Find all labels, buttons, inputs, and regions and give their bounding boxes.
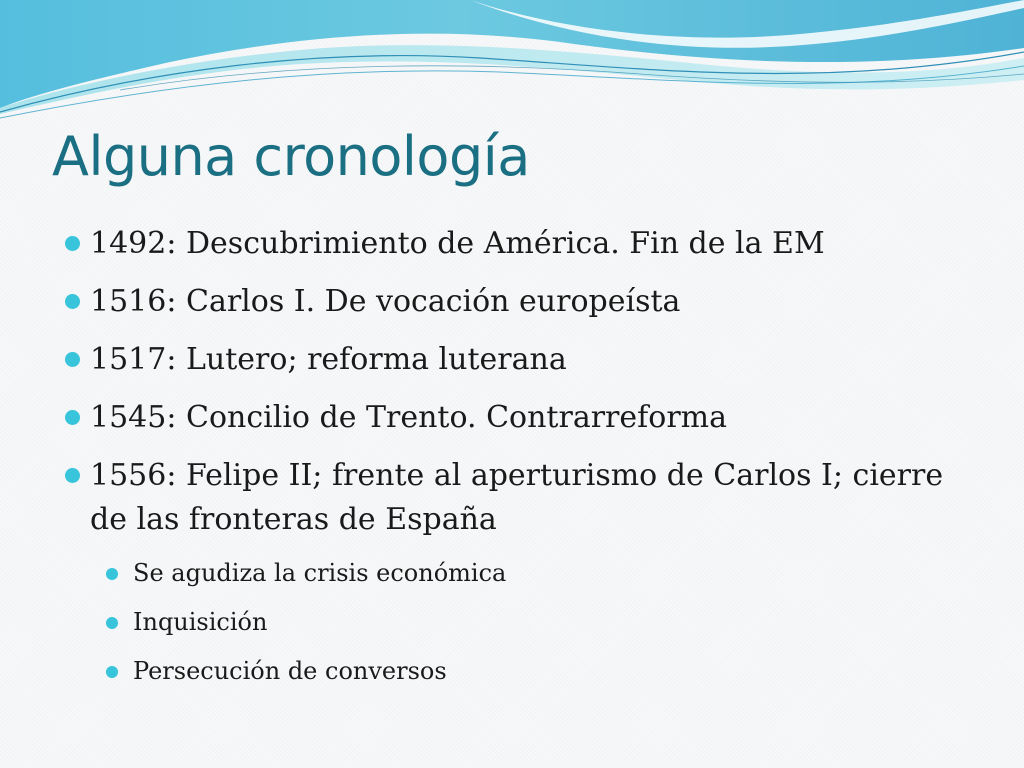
bullet-text: 1545: Concilio de Trento. Contrarreforma [90, 400, 727, 435]
bullet-item [90, 222, 950, 266]
bullet-dot-icon [65, 236, 80, 251]
bullet-text: 1516: Carlos I. De vocación europeísta [90, 284, 681, 319]
subbullet-text: Se agudiza la crisis económica [133, 559, 507, 587]
bullet-item [90, 454, 950, 542]
bullet-text: 1492: Descubrimiento de América. Fin de la EM [90, 226, 825, 261]
slide-title: Alguna cronología [52, 125, 530, 188]
bullet-item [90, 338, 950, 382]
bullet-list [0, 222, 1024, 703]
subbullet-text: Persecución de conversos [133, 657, 447, 685]
bullet-text: 1517: Lutero; reforma luterana [90, 342, 567, 377]
subbullet-group [0, 556, 1024, 689]
bullet-item [90, 280, 950, 324]
subbullet-item [133, 556, 933, 591]
subbullet-item [133, 605, 933, 640]
subbullet-dot-icon [106, 617, 118, 629]
bullet-dot-icon [65, 352, 80, 367]
bullet-item [90, 396, 950, 440]
bullet-dot-icon [65, 468, 80, 483]
subbullet-item [133, 654, 933, 689]
subbullet-dot-icon [106, 568, 118, 580]
header-wave-decoration [0, 0, 1024, 130]
subbullet-dot-icon [106, 666, 118, 678]
bullet-dot-icon [65, 294, 80, 309]
bullet-dot-icon [65, 410, 80, 425]
subbullet-text: Inquisición [133, 608, 268, 636]
bullet-text: 1556: Felipe II; frente al aperturismo de Carlos I; cierre de las fronteras de España [90, 458, 944, 537]
subbullet-list [0, 556, 1024, 689]
